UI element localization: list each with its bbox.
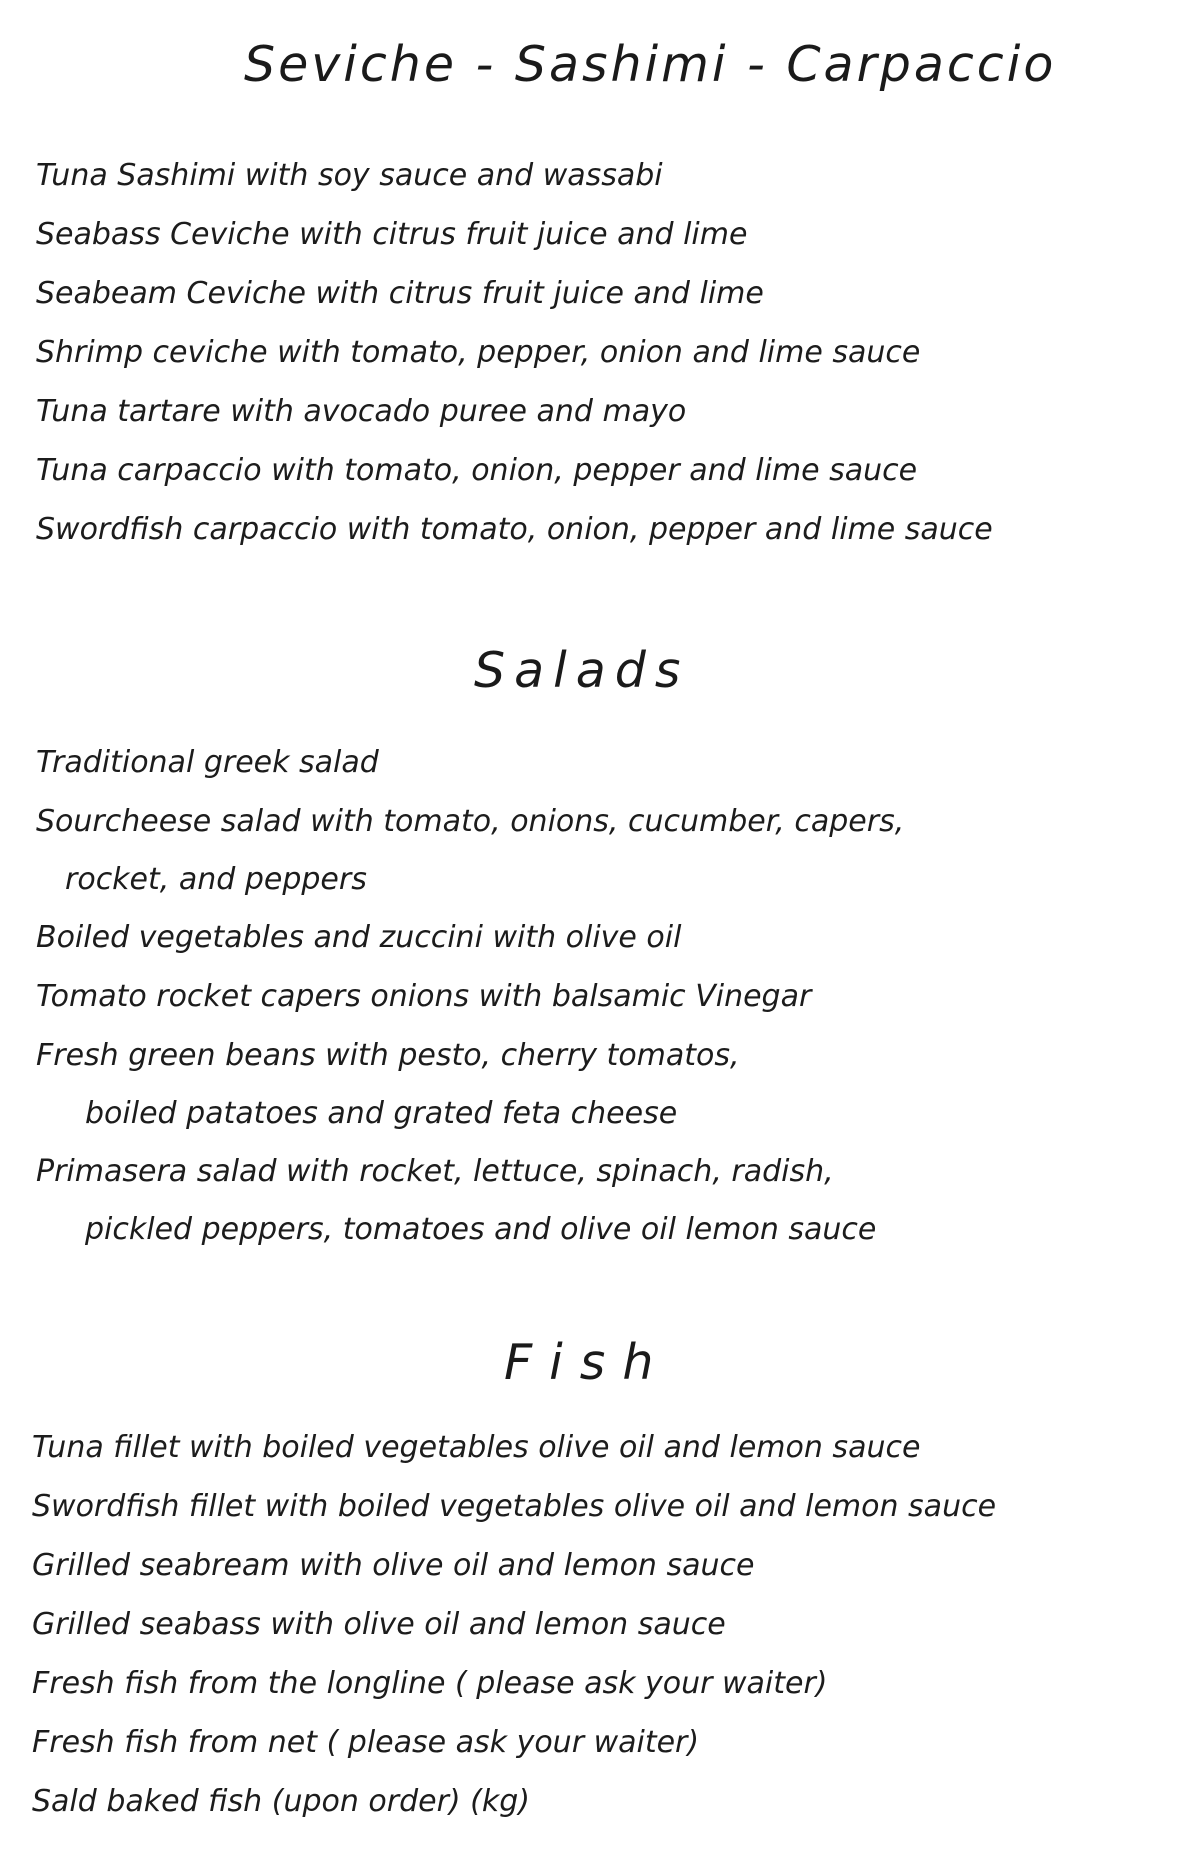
- menu-item: Seabass Ceviche with citrus fruit juice and lime: [36, 217, 748, 252]
- menu-item: Seabeam Ceviche with citrus fruit juice and lime: [36, 276, 764, 311]
- menu-item-continuation: pickled peppers, tomatoes and olive oil lemon sauce: [85, 1212, 877, 1247]
- section-title: Fish: [504, 1334, 671, 1391]
- menu-item-text: Primasera salad with rocket, lettuce, spinach, radish,: [36, 1154, 834, 1189]
- section-title: Salads: [474, 642, 690, 699]
- menu-item: Grilled seabream with olive oil and lemon sauce: [32, 1548, 755, 1583]
- menu-item-continuation: rocket, and peppers: [65, 862, 367, 897]
- menu-item-list: [36, 733, 904, 1258]
- menu-item-continuation: boiled patatoes and grated feta cheese: [85, 1096, 678, 1131]
- menu-item: [36, 1142, 904, 1258]
- menu-item: Tuna Sashimi with soy sauce and wassabi: [36, 158, 663, 193]
- menu-item: Fresh fish from net ( please ask your waiter): [32, 1725, 700, 1760]
- menu-item: Tuna fillet with boiled vegetables olive oil and lemon sauce: [32, 1430, 921, 1465]
- menu-item-text: Sourcheese salad with tomato, onions, cucumber, capers,: [36, 804, 905, 839]
- menu-item: [36, 733, 904, 792]
- menu-item: [36, 908, 904, 967]
- menu-item: Swordfish fillet with boiled vegetables olive oil and lemon sauce: [32, 1489, 997, 1524]
- menu-item: Grilled seabass with olive oil and lemon sauce: [32, 1607, 726, 1642]
- section-title: Seviche - Sashimi - Carpaccio: [244, 36, 1057, 93]
- menu-item: Tuna carpaccio with tomato, onion, pepper and lime sauce: [36, 453, 918, 488]
- menu-item-text: Fresh green beans with pesto, cherry tomatos,: [36, 1038, 740, 1073]
- menu-item: [36, 1026, 904, 1142]
- menu-item: Tuna tartare with avocado puree and mayo: [36, 394, 687, 429]
- menu-item-list: [32, 1418, 996, 1831]
- menu-item-text: Tomato rocket capers onions with balsamic Vinegar: [36, 979, 812, 1014]
- menu-item: Fresh fish from the longline ( please ask your waiter): [32, 1666, 828, 1701]
- menu-item-text: Boiled vegetables and zuccini with olive oil: [36, 920, 682, 955]
- menu-item: [36, 967, 904, 1026]
- menu-item-text: Traditional greek salad: [36, 745, 379, 780]
- menu-item-list: [36, 146, 993, 559]
- menu-item: Swordfish carpaccio with tomato, onion, pepper and lime sauce: [36, 512, 993, 547]
- menu-item: [36, 792, 904, 908]
- menu-item: Shrimp ceviche with tomato, pepper, onion and lime sauce: [36, 335, 921, 370]
- menu-item: Sald baked fish (upon order) (kg): [32, 1784, 530, 1819]
